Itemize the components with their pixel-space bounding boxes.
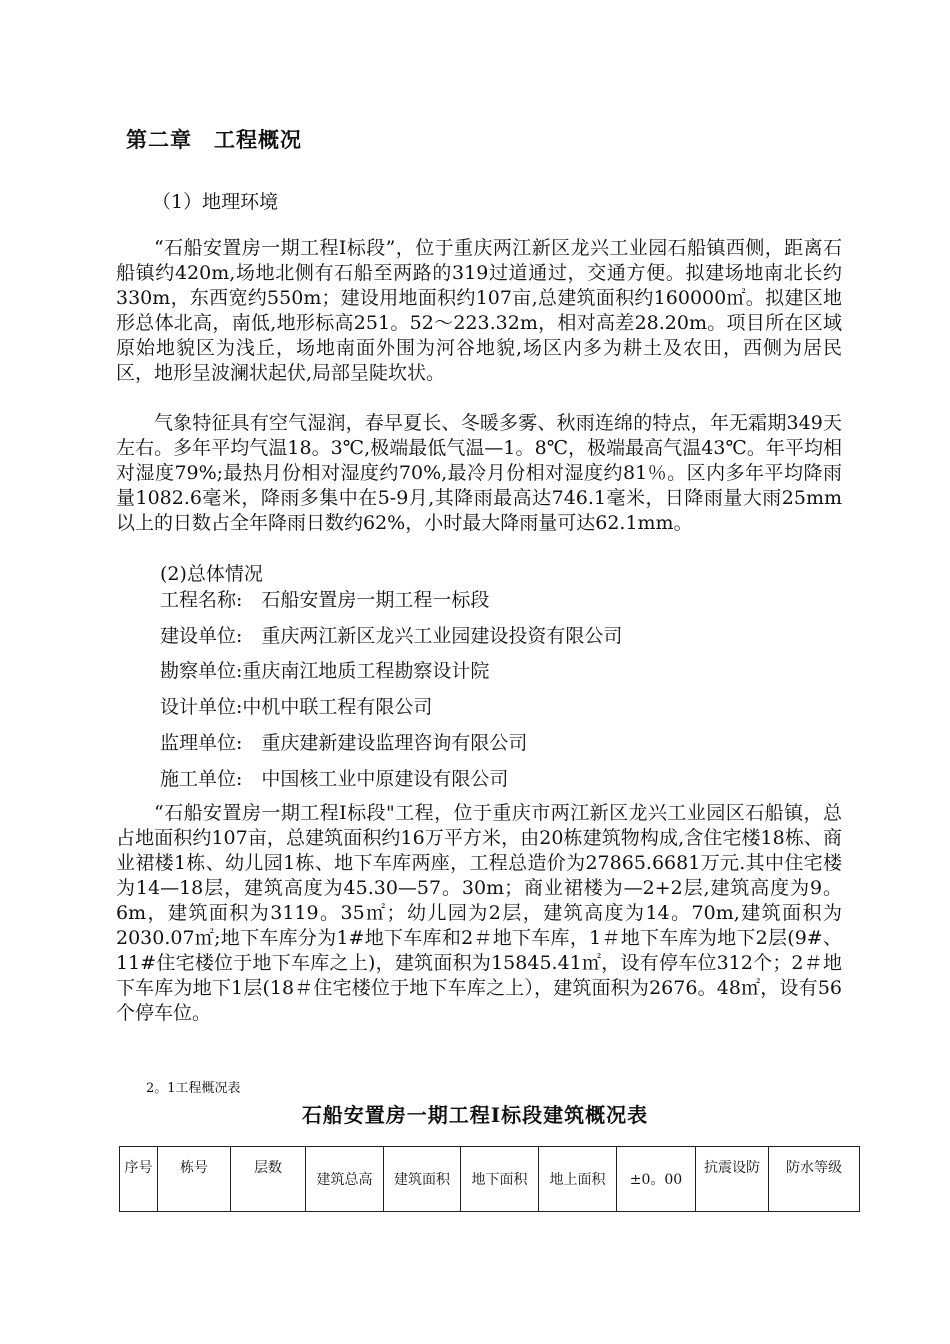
table-title: 石船安置房一期工程Ⅰ标段建筑概况表 [301, 1103, 649, 1127]
project-overview-paragraph: “石船安置房一期工程Ⅰ标段"工程，位于重庆市两江新区龙兴工业园区石船镇，总占地面积约107亩，总建筑面积约16万平方米，由20栋建筑物构成,含住宅楼18栋、商业裙楼1栋、幼儿园1栋、地下车库两座，工程总造价为27865.6681万元.其中住宅楼为14—18层，建筑高度为45.30—57。30m；商业裙楼为—2+2层,建筑高度为9。6m，建筑面积为3119。35㎡；幼儿园为2层，建筑高度为14。70m,建筑面积为2030.07㎡;地下车库分为1#地下车库和2＃地下车库，1＃地下车库为地下2层(9#、11#住宅楼位于地下车库之上)，建筑面积为15845.41㎡，设有停车位312个；2＃地下车库为地下1层(18＃住宅楼位于地下车库之上），建筑面积为2676。48㎡，设有56个停车位。 [116, 802, 842, 1024]
chapter-title: 第二章 工程概况 [126, 127, 302, 152]
info-row-design-unit: 设计单位:中机中联工程有限公司 [160, 696, 433, 718]
info-row-survey-unit: 勘察单位:重庆南江地质工程勘察设计院 [160, 660, 490, 682]
header-cell-elevation-zero: ±0。00 [617, 1147, 696, 1212]
header-cell-building-no: 栋号 [158, 1147, 231, 1212]
header-cell-index: 序号 [120, 1147, 158, 1212]
section-heading-geography: （1）地理环境 [152, 191, 279, 213]
info-row-supervision-unit: 监理单位: 重庆建新建设监理咨询有限公司 [160, 732, 528, 754]
table-caption: 2。1工程概况表 [146, 1081, 241, 1096]
info-row-developer: 建设单位: 重庆两江新区龙兴工业园建设投资有限公司 [160, 625, 623, 647]
header-cell-floor-area: 建筑面积 [384, 1147, 461, 1212]
header-cell-total-height: 建筑总高 [306, 1147, 384, 1212]
header-cell-waterproof: 防水等级 [769, 1147, 860, 1212]
info-row-project-name: 工程名称: 石船安置房一期工程一标段 [160, 589, 490, 611]
header-cell-aboveground-area: 地上面积 [539, 1147, 617, 1212]
header-cell-seismic: 抗震设防 [696, 1147, 769, 1212]
building-overview-table [119, 1146, 860, 1212]
climate-paragraph: 气象特征具有空气湿润，春早夏长、冬暖多雾、秋雨连绵的特点，年无霜期349天左右。多年平均气温18。3℃,极端最低气温—1。8℃，极端最高气温43℃。年平均相对湿度79%;最热月份相对湿度约70%,最冷月份相对湿度约81％。区内多年平均降雨量1082.6毫米，降雨多集中在5-9月,其降雨最高达746.1毫米，日降雨量大雨25mm以上的日数占全年降雨日数约62%，小时最大降雨量可达62.1mm。 [116, 412, 842, 534]
table-header-row [120, 1147, 860, 1212]
header-cell-underground-area: 地下面积 [461, 1147, 539, 1212]
geography-paragraph: “石船安置房一期工程Ⅰ标段”，位于重庆两江新区龙兴工业园石船镇西侧，距离石船镇约420m,场地北侧有石船至两路的319过道通过，交通方便。拟建场地南北长约330m，东西宽约550m；建设用地面积约107亩,总建筑面积约160000㎡。拟建区地形总体北高，南低,地形标高251。52～223.32m，相对高差28.20m。项目所在区域原始地貌区为浅丘，场地南面外围为河谷地貌,场区内多为耕土及农田，西侧为居民区，地形呈波澜状起伏,局部呈陡坎状。 [116, 237, 842, 384]
section-heading-overview: (2)总体情况 [160, 563, 263, 585]
header-cell-floors: 层数 [231, 1147, 306, 1212]
info-row-construction-unit: 施工单位: 中国核工业中原建设有限公司 [160, 768, 509, 790]
